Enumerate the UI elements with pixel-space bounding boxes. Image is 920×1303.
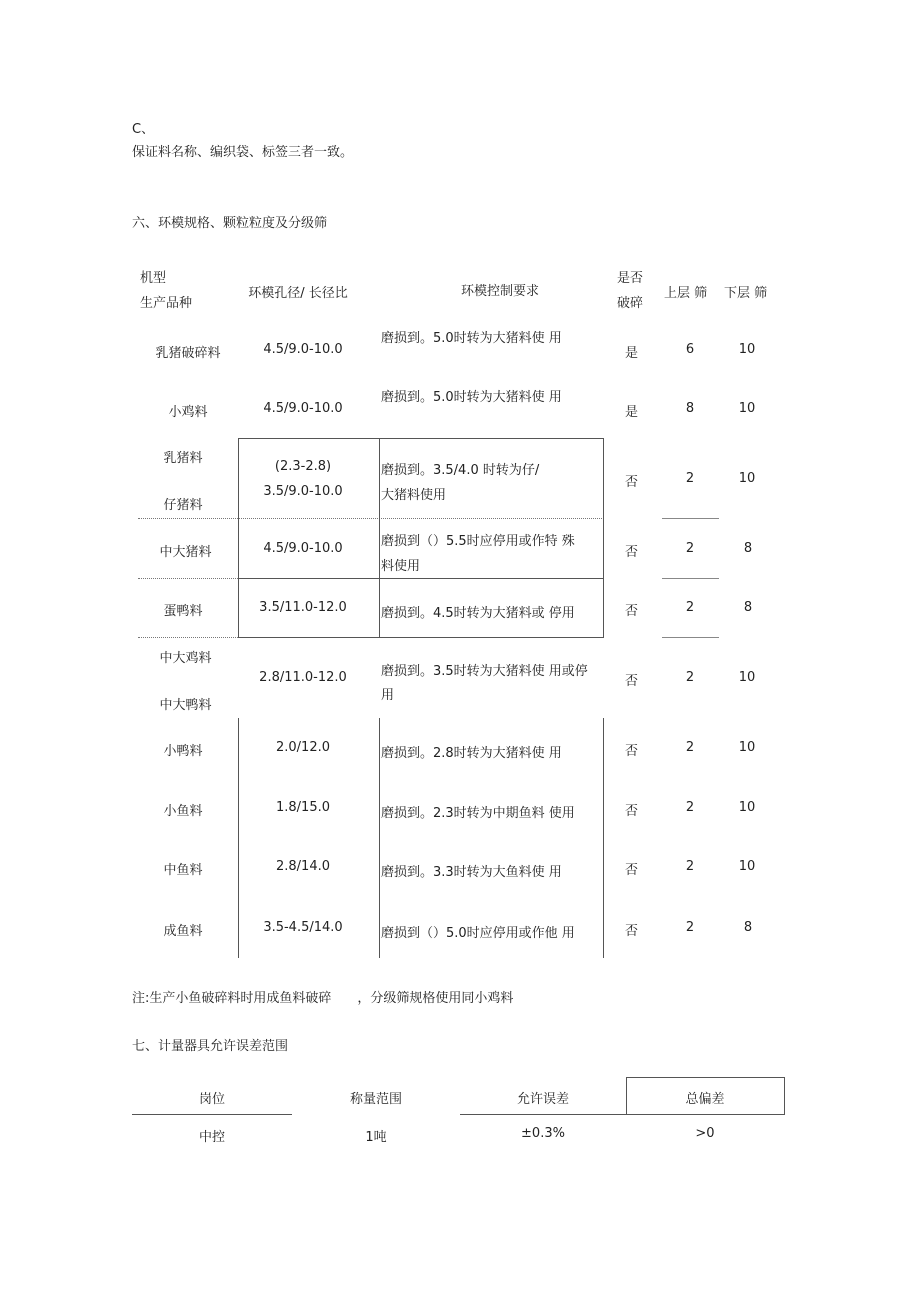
cell-control: 磨损到。2.8时转为大猪料使 用 <box>381 746 562 761</box>
table-line <box>379 718 380 958</box>
cell-lower: 10 <box>738 342 756 357</box>
cell-upper: 2 <box>685 471 695 486</box>
cell-upper: 2 <box>685 920 695 935</box>
cell-product: 蛋鸭料 <box>163 604 203 619</box>
cell-control-2: 料使用 <box>381 559 421 574</box>
table-line <box>784 1077 785 1115</box>
table-line <box>138 578 238 579</box>
cell-product: 乳猪破碎料 <box>155 346 221 361</box>
header-control: 环模控制要求 <box>460 284 539 299</box>
cell-crush: 否 <box>625 674 639 689</box>
cell-product-1: 乳猪料 <box>163 451 203 466</box>
cell-product: 成鱼料 <box>163 924 203 939</box>
cell-control-1: 磨损到。3.5时转为大猪料使 用或停 <box>381 664 588 679</box>
cell-post: 中控 <box>198 1130 225 1145</box>
cell-upper: 2 <box>685 740 695 755</box>
cell-upper: 6 <box>685 342 695 357</box>
table-line <box>626 1077 627 1115</box>
header-model: 机型 <box>140 271 167 286</box>
header-range: 称量范围 <box>349 1092 402 1107</box>
table-line <box>662 518 719 519</box>
table-line <box>460 1114 784 1115</box>
table-line <box>138 637 238 638</box>
section6-title: 六、环模规格、颗粒粒度及分级筛 <box>132 216 328 231</box>
table-line <box>238 578 604 579</box>
cell-lower: 8 <box>743 600 753 615</box>
cell-control: 磨损到。4.5时转为大猪料或 停用 <box>381 606 575 621</box>
header-post: 岗位 <box>198 1092 225 1107</box>
cell-aperture: 2.8/14.0 <box>276 859 330 874</box>
cell-crush: 否 <box>625 604 639 619</box>
table-line <box>662 578 719 579</box>
header-lower: 下层 筛 <box>724 286 768 301</box>
cell-aperture: 1.8/15.0 <box>276 800 330 815</box>
cell-upper: 2 <box>685 670 695 685</box>
cell-product: 小鸭料 <box>163 744 203 759</box>
cell-aperture-1: (2.3-2.8) <box>274 459 332 474</box>
header-total: 总偏差 <box>685 1092 725 1107</box>
cell-product-1: 中大鸡料 <box>159 651 212 666</box>
cell-crush: 是 <box>625 346 639 361</box>
cell-aperture: 4.5/9.0-10.0 <box>263 342 343 357</box>
cell-aperture: 2.8/11.0-12.0 <box>259 670 347 685</box>
cell-aperture: 3.5-4.5/14.0 <box>263 920 343 935</box>
cell-product: 小鱼料 <box>163 804 203 819</box>
cell-upper: 2 <box>685 600 695 615</box>
header-product: 生产品种 <box>140 296 193 311</box>
cell-crush: 否 <box>625 744 639 759</box>
cell-error: ±0.3% <box>521 1126 565 1141</box>
cell-product: 中鱼料 <box>163 863 203 878</box>
cell-lower: 10 <box>738 670 756 685</box>
table-line <box>132 1114 292 1115</box>
table-line <box>603 438 604 638</box>
table-line <box>238 438 239 638</box>
cell-lower: 10 <box>738 859 756 874</box>
cell-lower: 10 <box>738 471 756 486</box>
cell-aperture-2: 3.5/9.0-10.0 <box>263 484 343 499</box>
table-line <box>238 438 604 439</box>
cell-control-2: 大猪料使用 <box>381 488 447 503</box>
header-upper: 上层 筛 <box>664 286 708 301</box>
cell-control: 磨损到。3.3时转为大鱼料使 用 <box>381 865 562 880</box>
cell-control: 磨损到。5.0时转为大猪料使 用 <box>381 331 562 346</box>
cell-control-2: 用 <box>381 688 395 703</box>
table-line <box>138 518 604 519</box>
header-crush-1: 是否 <box>617 271 644 286</box>
cell-aperture: 4.5/9.0-10.0 <box>263 401 343 416</box>
cell-product: 小鸡料 <box>168 405 208 420</box>
cell-upper: 8 <box>685 401 695 416</box>
header-crush-2: 破碎 <box>617 296 644 311</box>
cell-upper: 2 <box>685 541 695 556</box>
header-error: 允许误差 <box>516 1092 569 1107</box>
c-label: C、 <box>132 122 155 137</box>
section7-title: 七、计量器具允许误差范围 <box>132 1039 289 1054</box>
cell-aperture: 2.0/12.0 <box>276 740 330 755</box>
cell-crush: 否 <box>625 804 639 819</box>
cell-lower: 10 <box>738 740 756 755</box>
cell-product-2: 仔猪料 <box>163 498 203 513</box>
cell-product: 中大猪料 <box>159 545 212 560</box>
cell-lower: 8 <box>743 541 753 556</box>
cell-crush: 否 <box>625 545 639 560</box>
table-line <box>626 1077 784 1078</box>
cell-control: 磨损到（）5.0时应停用或作他 用 <box>381 926 575 941</box>
cell-control-1: 磨损到。3.5/4.0 时转为仔/ <box>381 463 540 478</box>
cell-aperture: 4.5/9.0-10.0 <box>263 541 343 556</box>
table-note: 注:生产小鱼破碎料时用成鱼料破碎 ，分级筛规格使用同小鸡料 <box>132 991 514 1006</box>
cell-control: 磨损到。5.0时转为大猪料使 用 <box>381 390 562 405</box>
table-line <box>662 637 719 638</box>
cell-aperture: 3.5/11.0-12.0 <box>259 600 347 615</box>
table-line <box>238 718 239 958</box>
cell-crush: 否 <box>625 863 639 878</box>
cell-lower: 10 <box>738 800 756 815</box>
cell-crush: 是 <box>625 405 639 420</box>
header-aperture: 环模孔径/ 长径比 <box>248 286 348 301</box>
cell-total: >0 <box>695 1126 715 1141</box>
cell-range: 1吨 <box>365 1130 387 1145</box>
cell-upper: 2 <box>685 800 695 815</box>
table-line <box>238 637 604 638</box>
guarantee-text: 保证料名称、编织袋、标签三者一致。 <box>132 145 354 160</box>
cell-lower: 10 <box>738 401 756 416</box>
cell-crush: 否 <box>625 475 639 490</box>
cell-product-2: 中大鸭料 <box>159 698 212 713</box>
table-line <box>603 718 604 958</box>
cell-control: 磨损到。2.3时转为中期鱼料 使用 <box>381 806 575 821</box>
cell-lower: 8 <box>743 920 753 935</box>
cell-upper: 2 <box>685 859 695 874</box>
cell-control-1: 磨损到（）5.5时应停用或作特 殊 <box>381 534 575 549</box>
cell-crush: 否 <box>625 924 639 939</box>
table-line <box>379 438 380 638</box>
